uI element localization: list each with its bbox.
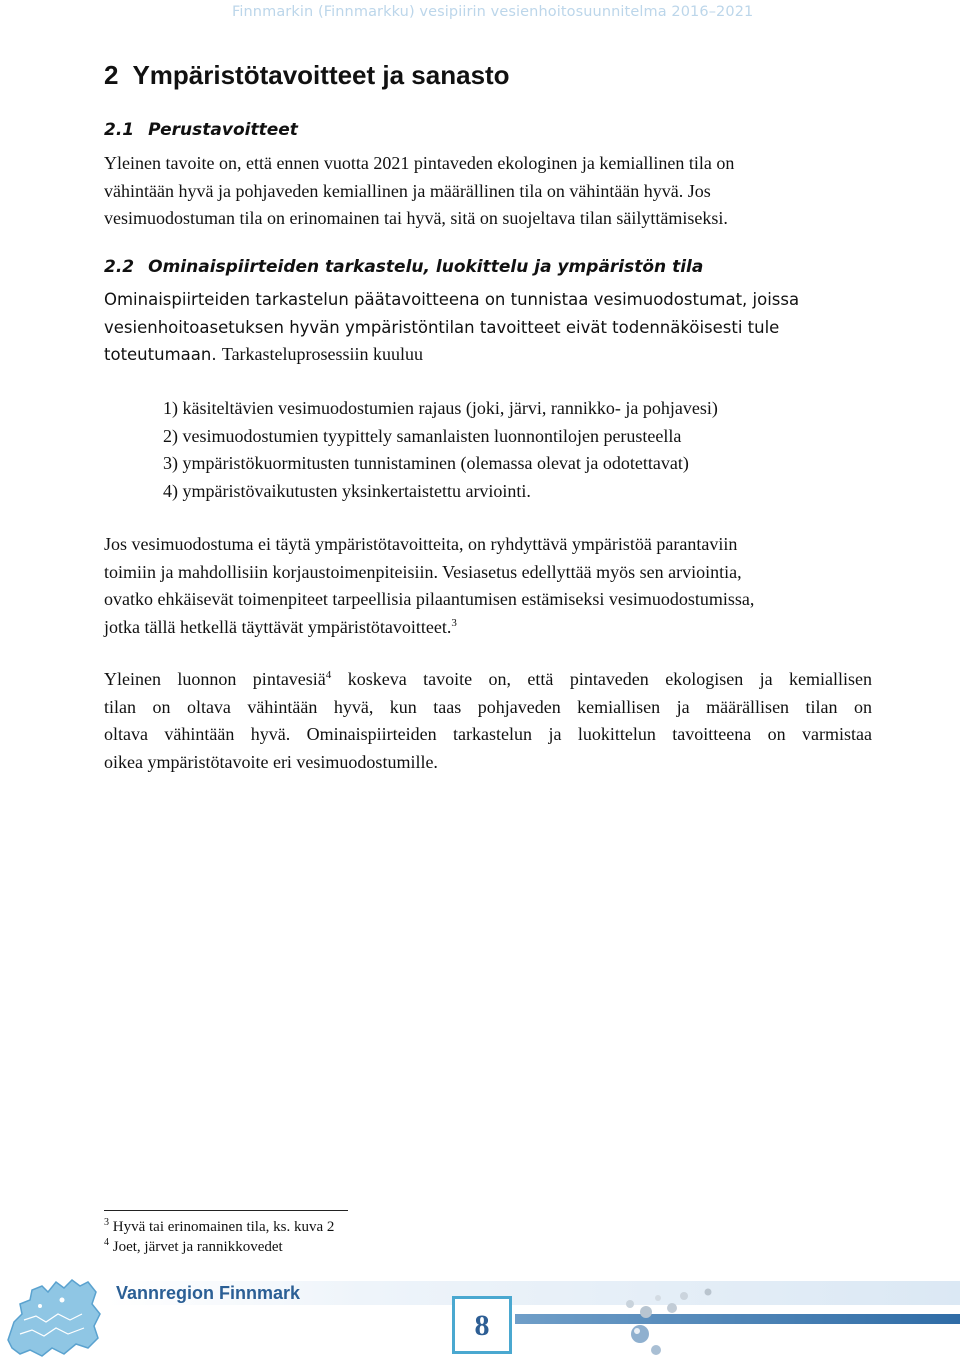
footnote-4 — [104, 1239, 283, 1256]
text-line — [104, 666, 872, 694]
paragraph-basic-goals — [104, 150, 872, 233]
footnote-ref: 4 — [325, 669, 332, 681]
text-line: vähintään hyvä ja pohjaveden kemiallinen ja määrällinen tila on vähintään hyvä. Jos — [104, 180, 711, 201]
list-item: 4) ympäristövaikutusten yksinkertaistettu arviointi. — [163, 480, 531, 501]
list-item: 3) ympäristökuormitusten tunnistaminen (olemassa olevat ja odotettavat) — [163, 453, 689, 473]
footnote-number: 3 — [104, 1217, 109, 1228]
text-line: toimiin ja mahdollisiin korjaustoimenpiteisiin. Vesiasetus edellyttää myös sen arviointia, — [104, 561, 742, 582]
section-title: Ominaispiirteiden tarkastelu, luokittelu ja ympäristön tila — [148, 257, 704, 277]
chapter-title: Ympäristötavoitteet ja sanasto — [132, 60, 510, 90]
text-line: Jos vesimuodostuma ei täytä ympäristötavoitteita, on ryhdyttävä ympäristöä parantaviin — [104, 534, 738, 554]
text-fragment: Tarkasteluprosessiin kuuluu — [221, 344, 424, 364]
paragraph-measures — [104, 531, 872, 641]
section-number: 2.2 — [104, 257, 135, 277]
section-heading-2-1 — [104, 120, 298, 140]
footnote-number: 4 — [104, 1237, 109, 1248]
text-line: ovatko ehkäisevät toimenpiteet tarpeellisia pilaantumisen estämiseksi vesimuodostumissa, — [104, 589, 755, 609]
chapter-heading — [104, 60, 510, 91]
text-fragment: koskeva tavoite on, että pintaveden ekologisen ja kemiallisen — [331, 669, 872, 689]
footnote-text: Hyvä tai erinomainen tila, ks. kuva 2 — [112, 1219, 335, 1235]
text-line: vesimuodostuman tila on erinomainen tai hyvä, sitä on suojeltava tilan säilyttämiseksi. — [104, 208, 728, 228]
text-line — [104, 614, 872, 642]
text-line: vesienhoitoasetuksen hyvän ympäristöntilan tavoitteet eivät todennäköisesti tule — [104, 317, 780, 337]
text-line: Yleinen tavoite on, että ennen vuotta 2021 pintaveden ekologinen ja kemiallinen tila on — [104, 153, 735, 173]
finnmark-map-logo-icon — [2, 1270, 106, 1360]
water-drops-icon — [612, 1282, 732, 1360]
text-fragment: Yleinen luonnon pintavesiä — [104, 669, 326, 689]
running-header: Finnmarkin (Finnmarkku) vesipiirin vesienhoitosuunnitelma 2016–2021 — [232, 4, 754, 20]
chapter-number: 2 — [104, 60, 119, 90]
section-number: 2.1 — [104, 120, 135, 140]
paragraph-characterisation — [104, 286, 872, 369]
footnote-text: Joet, järvet ja rannikkovedet — [112, 1239, 283, 1255]
text-line: oltava vähintään hyvä. Ominaispiirteiden tarkastelun ja luokittelun tavoitteena on varmistaa — [104, 724, 872, 744]
text-line — [104, 341, 872, 369]
footnote-ref: 3 — [451, 616, 457, 629]
list-item: 1) käsiteltävien vesimuodostumien rajaus (joki, järvi, rannikko- ja pohjavesi) — [163, 398, 718, 418]
footer-accent-line — [515, 1314, 960, 1324]
list-item: 2) vesimuodostumien tyypittely samanlaisten luonnontilojen perusteella — [163, 425, 682, 446]
text-line: oikea ympäristötavoite eri vesimuodostumille. — [104, 751, 438, 772]
section-heading-2-2 — [104, 257, 703, 277]
footer-brand: Vannregion Finnmark — [116, 1283, 301, 1303]
text-line: tilan on oltava vähintään hyvä, kun taas pohjaveden kemiallisen ja määrällisen tilan on — [104, 696, 872, 717]
footnote-3 — [104, 1219, 334, 1236]
text-line: Ominaispiirteiden tarkastelun päätavoitteena on tunnistaa vesimuodostumat, joissa — [104, 290, 800, 309]
paragraph-natural-waters — [104, 666, 872, 776]
section-title: Perustavoitteet — [148, 120, 298, 140]
process-list — [163, 395, 718, 505]
text-fragment: jotka tällä hetkellä täyttävät ympäristötavoitteet. — [104, 616, 452, 637]
text-fragment: toteutumaan. — [104, 345, 217, 364]
page-number: 8 — [474, 1309, 490, 1342]
footnote-divider — [104, 1210, 348, 1211]
